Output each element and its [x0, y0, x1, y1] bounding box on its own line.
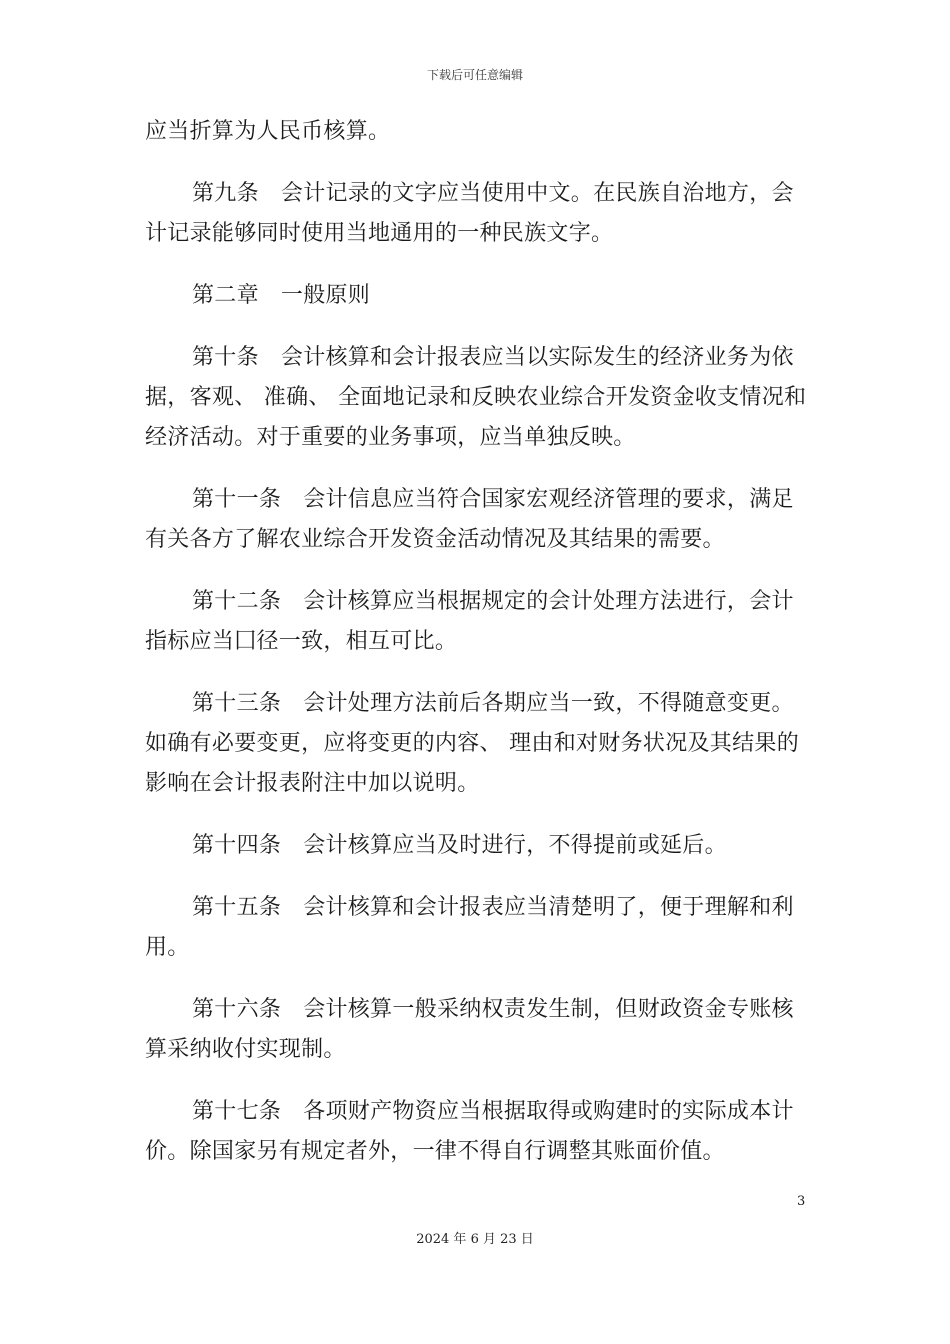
article-9	[145, 174, 815, 254]
article-text: 会计处理方法前后各期应当一致，不得随意变更。如确有必要变更，应将变更的内容、 理由和对财务状况及其结果的影响在会计报表附注中加以说明。	[145, 691, 799, 796]
article-heading: 第十七条	[192, 1099, 282, 1124]
article-text: 会计信息应当符合国家宏观经济管理的要求，满足有关各方了解农业综合开发资金活动情况及其结果的需要。	[145, 487, 794, 552]
article-text: 会计核算一般采纳权责发生制，但财政资金专账核算采纳收付实现制。	[145, 997, 794, 1062]
article-heading: 第十三条	[192, 691, 282, 716]
article-heading: 第十四条	[192, 833, 282, 858]
paragraph	[145, 112, 815, 152]
article-heading: 第十二条	[192, 589, 282, 614]
page-footer-date: 2024 年 6 月 23 日	[416, 1232, 534, 1247]
article-text: 会计核算和会计报表应当清楚明了，便于理解和利用。	[145, 895, 794, 960]
article-14	[145, 826, 815, 866]
article-text: 会计核算应当及时进行，不得提前或延后。	[303, 833, 727, 858]
paragraph-text: 应当折算为人民币核算。	[145, 119, 391, 144]
chapter-number: 第二章	[192, 283, 259, 308]
article-heading: 第九条	[192, 181, 259, 206]
article-heading: 第十六条	[192, 997, 282, 1022]
article-heading: 第十条	[192, 345, 259, 370]
article-17	[145, 1092, 815, 1172]
chapter-title: 一般原则	[280, 283, 371, 308]
article-text: 会计记录的文字应当使用中文。在民族自治地方，会计记录能够同时使用当地通用的一种民族文字。	[145, 181, 794, 246]
article-heading: 第十一条	[192, 487, 282, 512]
article-text: 各项财产物资应当根据取得或购建时的实际成本计价。除国家另有规定者外，一律不得自行调整其账面价值。	[145, 1099, 794, 1164]
article-12	[145, 582, 815, 662]
page-header: 下载后可任意编辑	[426, 68, 523, 82]
article-11	[145, 480, 815, 560]
article-text: 会计核算应当根据规定的会计处理方法进行，会计指标应当囗径一致，相互可比。	[145, 589, 794, 654]
article-16	[145, 990, 815, 1070]
chapter-heading	[145, 276, 815, 316]
article-15	[145, 888, 815, 968]
page-number: 3	[797, 1194, 806, 1209]
article-text: 会计核算和会计报表应当以实际发生的经济业务为依据，客观、 准确、 全面地记录和反映农业综合开发资金收支情况和经济活动。对于重要的业务事项，应当单独反映。	[145, 345, 807, 450]
article-heading: 第十五条	[192, 895, 282, 920]
article-13	[145, 684, 815, 804]
article-10	[145, 338, 815, 458]
document-body	[145, 112, 815, 1172]
